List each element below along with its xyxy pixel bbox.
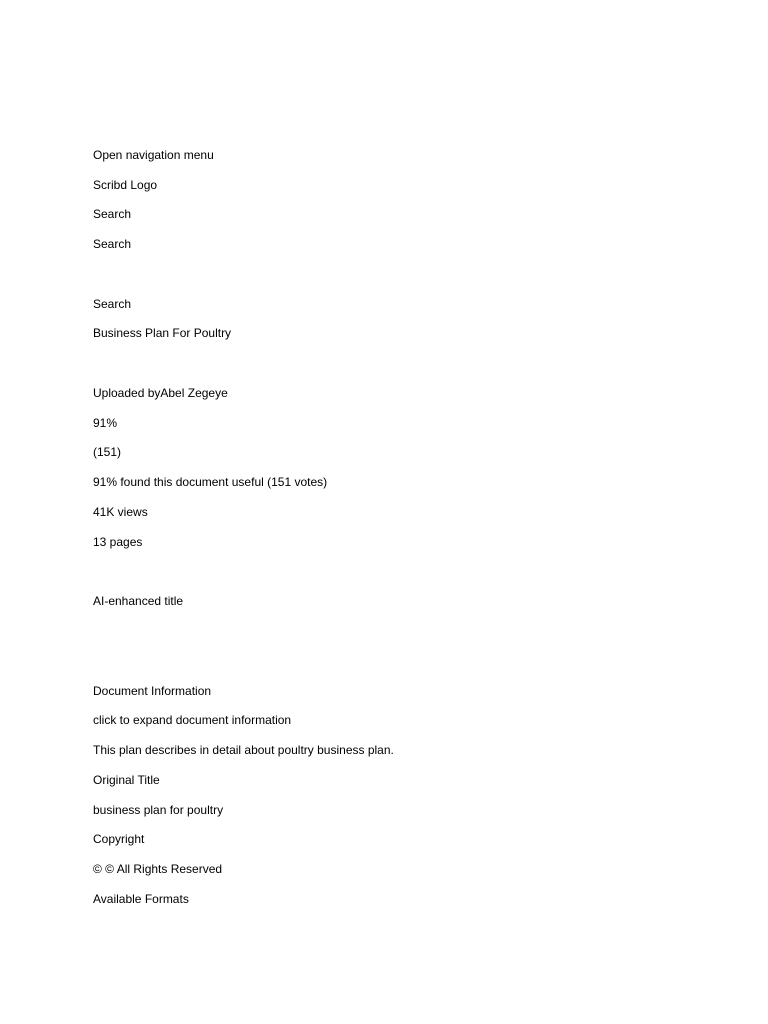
rating-summary: 91% found this document useful (151 votes) — [93, 475, 328, 489]
document-title: Business Plan For Poultry — [93, 326, 232, 340]
page-count: 13 pages — [93, 535, 143, 549]
view-count: 41K views — [93, 505, 148, 519]
rating-votes: (151) — [93, 445, 122, 459]
available-formats-label: Available Formats — [93, 892, 189, 906]
rating-percent: 91% — [93, 416, 118, 430]
expand-document-information-button[interactable]: click to expand document information — [93, 713, 292, 727]
search-button[interactable]: Search — [93, 297, 132, 311]
document-information-heading: Document Information — [93, 684, 212, 698]
copyright-label: Copyright — [93, 832, 145, 846]
uploader-link[interactable]: Uploaded byAbel Zegeye — [93, 386, 228, 400]
search-input[interactable]: Search — [93, 237, 132, 251]
search-label: Search — [93, 207, 132, 221]
document-description: This plan describes in detail about poultry business plan. — [93, 743, 394, 757]
copyright-value: © © All Rights Reserved — [93, 862, 223, 876]
open-navigation-menu-button[interactable]: Open navigation menu — [93, 148, 214, 162]
ai-enhanced-title-badge[interactable]: AI-enhanced title — [93, 594, 184, 608]
scribd-logo[interactable]: Scribd Logo — [93, 178, 158, 192]
original-title-value: business plan for poultry — [93, 803, 224, 817]
original-title-label: Original Title — [93, 773, 160, 787]
